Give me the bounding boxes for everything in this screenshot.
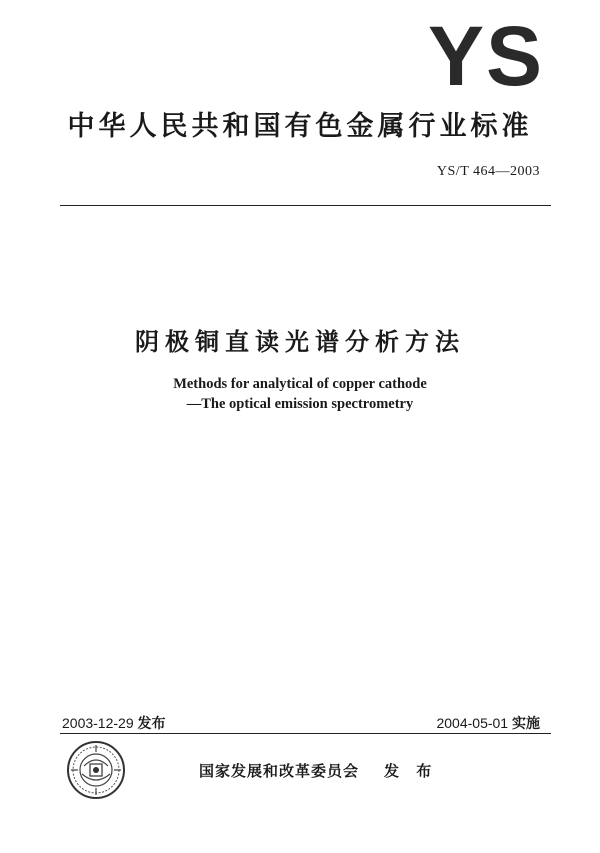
english-title-line-1: Methods for analytical of copper cathode xyxy=(173,376,427,392)
publish-date: 2003-12-29 xyxy=(62,715,134,731)
english-title-line-2: —The optical emission spectrometry xyxy=(186,396,414,412)
issuing-authority: 国家发展和改革委员会 xyxy=(199,762,360,780)
publish-date-block xyxy=(62,713,166,733)
official-seal-icon xyxy=(66,740,126,800)
ys-logo: YS xyxy=(427,9,544,103)
document-title-chinese: 阴极铜直读光谱分析方法 xyxy=(135,328,465,356)
bottom-divider xyxy=(60,733,551,734)
implement-label: 实施 xyxy=(512,716,540,732)
organization-title: 中华人民共和国有色金属行业标准 xyxy=(67,111,533,142)
implement-date: 2004-05-01 xyxy=(436,715,509,731)
issue-label: 发 布 xyxy=(384,762,438,780)
implement-date-block xyxy=(436,713,540,733)
publish-label: 发布 xyxy=(137,716,166,732)
top-divider xyxy=(60,205,551,206)
document-title-english xyxy=(0,374,600,414)
standard-code: YS/T 464—2003 xyxy=(436,164,540,179)
